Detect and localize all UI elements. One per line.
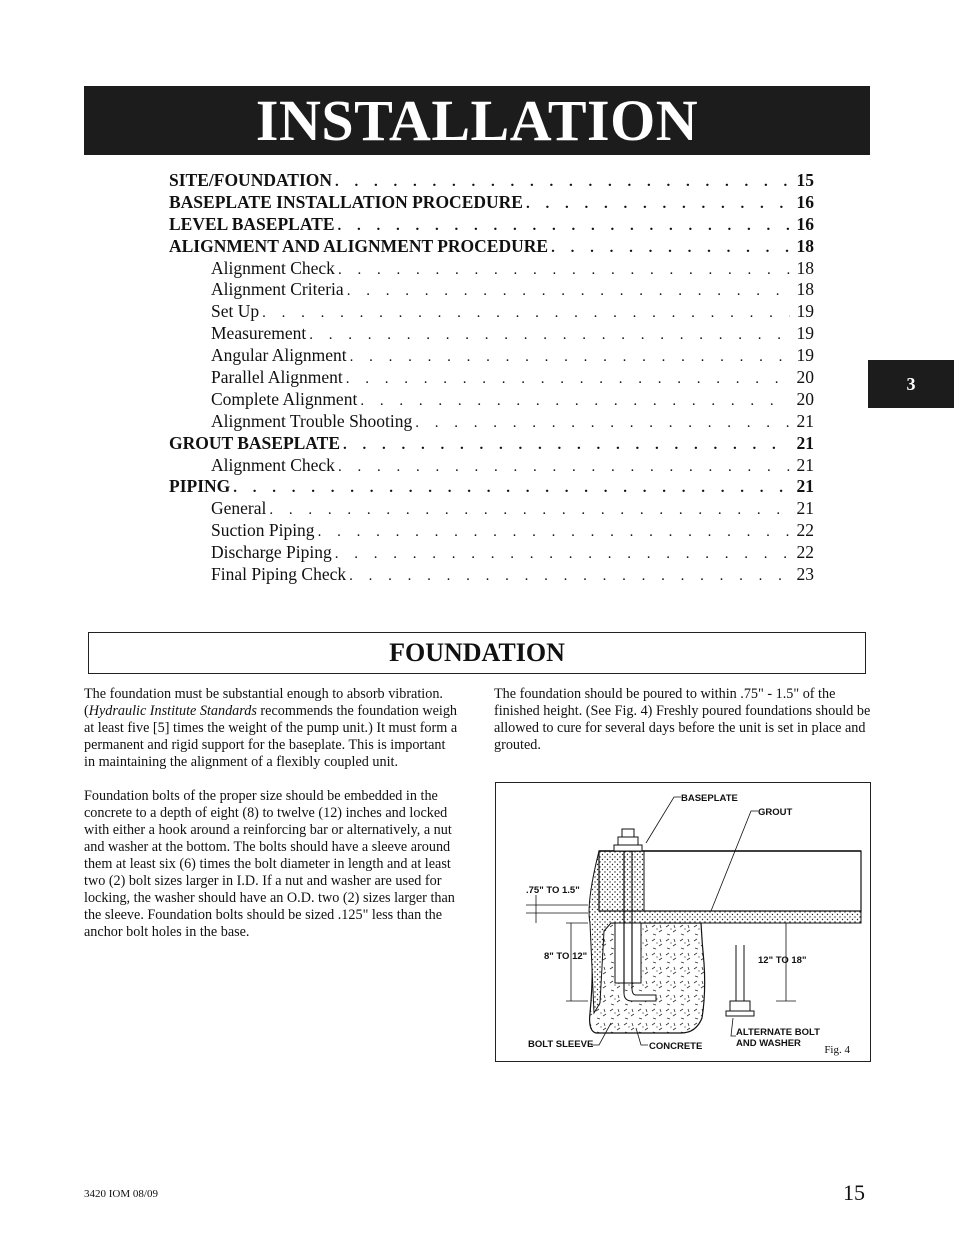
toc-entry-label: Parallel Alignment: [211, 367, 343, 388]
toc-entry-label: General: [211, 498, 267, 519]
toc-leader-dots: [269, 500, 790, 522]
toc-entry: [169, 542, 814, 564]
toc-entry-page: 18: [796, 279, 814, 300]
toc-leader-dots: [360, 391, 790, 413]
toc-entry-page: 22: [796, 542, 814, 563]
toc-entry: [169, 345, 814, 367]
toc-entry: [169, 476, 814, 498]
toc-entry-label: Suction Piping: [211, 520, 315, 541]
toc-entry: [169, 498, 814, 520]
toc-entry-page: 21: [796, 498, 814, 519]
toc-leader-dots: [350, 347, 790, 369]
label-bolt-sleeve: BOLT SLEEVE: [528, 1039, 594, 1050]
toc-entry-page: 19: [796, 323, 814, 344]
table-of-contents: [169, 170, 814, 586]
toc-entry-label: Measurement: [211, 323, 307, 344]
page-number: 15: [843, 1180, 865, 1205]
toc-entry: [169, 170, 814, 192]
toc-entry-page: 19: [796, 345, 814, 366]
toc-entry-page: 20: [796, 388, 814, 409]
toc-entry: [169, 236, 814, 258]
toc-entry: [169, 214, 814, 236]
toc-leader-dots: [346, 369, 790, 391]
toc-entry-label: LEVEL BASEPLATE: [169, 213, 335, 234]
toc-entry: [169, 455, 814, 477]
bolt-nut: [618, 837, 638, 845]
toc-entry: [169, 411, 814, 433]
toc-entry-label: Set Up: [211, 301, 260, 322]
toc-entry-page: 22: [796, 520, 814, 541]
toc-leader-dots: [338, 457, 790, 479]
toc-entry: [169, 301, 814, 323]
toc-entry: [169, 192, 814, 214]
figure-caption: Fig. 4: [824, 1044, 850, 1056]
document-id: 3420 IOM 08/09: [84, 1188, 158, 1200]
toc-leader-dots: [262, 303, 790, 325]
label-grout: GROUT: [758, 807, 793, 818]
toc-leader-dots: [343, 435, 790, 457]
toc-entry: [169, 564, 814, 586]
toc-entry-label: Final Piping Check: [211, 564, 347, 585]
label-depth-right: 12" TO 18": [758, 955, 807, 966]
foundation-diagram: [496, 783, 870, 1061]
toc-entry-label: Alignment Check: [211, 257, 335, 278]
section-heading: FOUNDATION: [389, 638, 565, 667]
toc-entry: [169, 258, 814, 280]
toc-entry: [169, 279, 814, 301]
toc-leader-dots: [335, 172, 790, 194]
paragraph: The foundation must be substantial enough to absorb vibration. (Hydraulic Institute Standards recommends the foundation weigh at least five [5] times the weight of the pump unit.) It must form a permanent and rigid support for the baseplate. This is important in maintaining the alignment of a flexibly coupled unit.: [84, 686, 458, 770]
toc-entry-page: 18: [796, 257, 814, 278]
toc-leader-dots: [233, 478, 790, 500]
toc-entry-label: Discharge Piping: [211, 542, 332, 563]
toc-entry-page: 20: [796, 367, 814, 388]
toc-entry-label: ALIGNMENT AND ALIGNMENT PROCEDURE: [169, 235, 549, 256]
toc-entry-page: 23: [796, 564, 814, 585]
toc-entry-page: 15: [796, 170, 814, 190]
concrete-block: [590, 923, 705, 1033]
chapter-tab: [868, 360, 954, 408]
toc-entry-label: Alignment Trouble Shooting: [211, 410, 413, 431]
label-depth-left: 8" TO 12": [544, 951, 588, 962]
toc-entry-page: 16: [796, 213, 814, 234]
chapter-number: 3: [906, 373, 916, 394]
toc-leader-dots: [551, 238, 790, 260]
toc-leader-dots: [347, 281, 790, 303]
toc-leader-dots: [309, 325, 790, 347]
body-column-right: [494, 686, 872, 771]
toc-leader-dots: [349, 566, 790, 588]
body-column-left: [84, 686, 460, 958]
toc-entry-page: 16: [796, 191, 814, 212]
page-title: INSTALLATION: [255, 87, 699, 153]
toc-entry-label: BASEPLATE INSTALLATION PROCEDURE: [169, 191, 523, 212]
toc-entry: [169, 520, 814, 542]
toc-entry-page: 21: [796, 410, 814, 431]
toc-entry-label: Angular Alignment: [211, 345, 347, 366]
toc-entry-label: Complete Alignment: [211, 388, 358, 409]
toc-leader-dots: [338, 260, 790, 282]
toc-entry: [169, 367, 814, 389]
toc-leader-dots: [526, 194, 790, 216]
label-alt-bolt: ALTERNATE BOLT AND WASHER: [736, 1027, 820, 1049]
toc-entry: [169, 389, 814, 411]
toc-entry-page: 21: [796, 432, 814, 453]
page-title-bar: [84, 86, 870, 155]
foundation-figure: [495, 782, 871, 1062]
paragraph: Foundation bolts of the proper size should be embedded in the concrete to a depth of eight (8) to twelve (12) inches and locked with either a hook around a reinforcing bar or alternatively, a nut and washer at the bottom. The bolts should have a sleeve around them at least six (6) times the bolt diameter in length and at least two (2) bolt sizes larger in I.D. If a nut and washer are used for locking, the washer should have an O.D. two (2) sizes larger than the sleeve. Foundation bolts should be sized .125" less than the anchor bolt holes in the base.: [84, 788, 455, 940]
toc-leader-dots: [335, 544, 790, 566]
toc-entry-page: 18: [796, 235, 814, 256]
toc-entry-page: 21: [796, 476, 814, 497]
toc-entry-page: 21: [796, 454, 814, 475]
section-heading-box: [88, 632, 866, 674]
toc-entry: [169, 433, 814, 455]
toc-leader-dots: [318, 522, 790, 544]
alternate-bolt-nut: [730, 1001, 750, 1011]
label-gap: .75" TO 1.5": [526, 885, 580, 896]
toc-entry-label: Alignment Criteria: [211, 279, 344, 300]
toc-entry-label: Alignment Check: [211, 454, 335, 475]
label-baseplate: BASEPLATE: [681, 793, 738, 804]
label-concrete: CONCRETE: [649, 1041, 703, 1052]
paragraph: The foundation should be poured to within .75" - 1.5" of the finished height. (See Fig. 4) Freshly poured foundations should be allowed to cure for several days before the unit is set in place and grouted.: [494, 686, 871, 753]
toc-entry: [169, 323, 814, 345]
toc-entry-label: GROUT BASEPLATE: [169, 432, 340, 453]
toc-entry-page: 19: [796, 301, 814, 322]
toc-entry-label: PIPING: [169, 476, 231, 497]
toc-leader-dots: [415, 413, 790, 435]
toc-entry-label: SITE/FOUNDATION: [169, 170, 333, 190]
bolt-sleeve-shape: [615, 923, 641, 983]
toc-leader-dots: [338, 216, 791, 238]
